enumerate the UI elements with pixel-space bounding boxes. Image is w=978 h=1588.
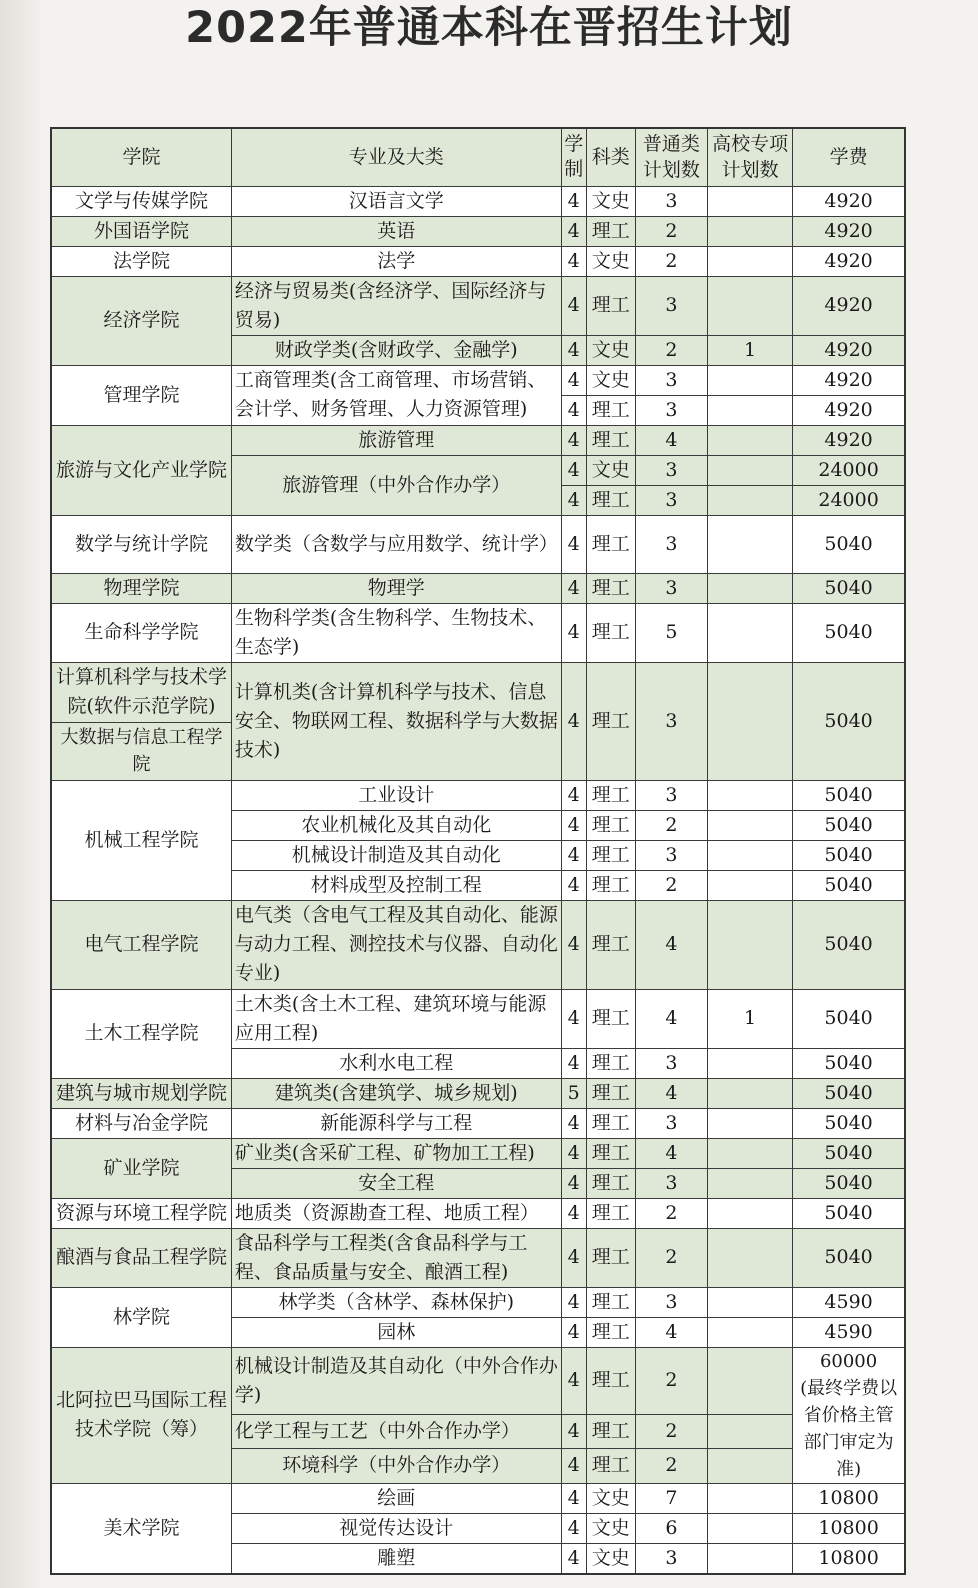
subject-cell: 理工 [586, 515, 635, 573]
fee-cell: 5040 [793, 662, 905, 780]
special-cell [708, 840, 793, 870]
plan-cell: 2 [635, 810, 707, 840]
plan-cell: 3 [635, 276, 707, 335]
years-cell: 4 [561, 1168, 586, 1198]
plan-cell: 3 [635, 1287, 707, 1317]
table-row [51, 515, 905, 573]
subject-cell: 理工 [586, 1347, 635, 1414]
fee-cell: 4920 [793, 395, 905, 425]
fee-cell: 5040 [793, 989, 905, 1048]
subject-cell: 理工 [586, 395, 635, 425]
fee-cell: 5040 [793, 1048, 905, 1078]
subject-cell: 理工 [586, 485, 635, 515]
plan-cell: 3 [635, 515, 707, 573]
subject-cell: 理工 [586, 1449, 635, 1483]
years-cell: 4 [561, 1198, 586, 1228]
college-cell: 旅游与文化产业学院 [51, 425, 231, 515]
subject-cell: 理工 [586, 1138, 635, 1168]
subject-cell: 文史 [586, 335, 635, 365]
special-cell [708, 1108, 793, 1138]
plan-cell: 3 [635, 662, 707, 780]
subject-cell: 理工 [586, 1228, 635, 1287]
special-cell [708, 1317, 793, 1347]
college-cell: 管理学院 [51, 365, 231, 425]
years-cell: 4 [561, 1543, 586, 1574]
fee-cell: 5040 [793, 870, 905, 900]
college-cell: 外国语学院 [51, 216, 231, 246]
plan-cell: 4 [635, 1138, 707, 1168]
subject-cell: 理工 [586, 1287, 635, 1317]
major-cell: 雕塑 [231, 1543, 561, 1574]
fee-cell: 60000 (最终学费以省价格主管部门审定为准) [793, 1347, 905, 1483]
fee-cell: 4920 [793, 365, 905, 395]
subject-cell: 理工 [586, 1317, 635, 1347]
college-cell: 建筑与城市规划学院 [51, 1078, 231, 1108]
plan-cell: 2 [635, 1347, 707, 1414]
plan-cell: 6 [635, 1513, 707, 1543]
table-row [51, 1138, 905, 1168]
fee-cell: 5040 [793, 1138, 905, 1168]
special-cell [708, 603, 793, 662]
special-cell [708, 1543, 793, 1574]
fee-cell: 24000 [793, 455, 905, 485]
major-cell: 法学 [231, 246, 561, 276]
plan-cell: 3 [635, 365, 707, 395]
years-cell: 5 [561, 1078, 586, 1108]
years-cell: 4 [561, 276, 586, 335]
fee-cell: 5040 [793, 1168, 905, 1198]
subject-cell: 理工 [586, 1168, 635, 1198]
header-general-plan: 普通类 计划数 [635, 128, 707, 186]
fee-cell: 4590 [793, 1287, 905, 1317]
years-cell: 4 [561, 365, 586, 395]
college-cell: 美术学院 [51, 1483, 231, 1574]
major-cell: 新能源科学与工程 [231, 1108, 561, 1138]
college-cell: 计算机科学与技术学院(软件示范学院) [51, 662, 231, 722]
special-cell [708, 515, 793, 573]
table-row [51, 246, 905, 276]
special-cell [708, 1228, 793, 1287]
subject-cell: 理工 [586, 900, 635, 989]
subject-cell: 理工 [586, 1048, 635, 1078]
special-cell [708, 276, 793, 335]
subject-cell: 理工 [586, 1198, 635, 1228]
header-special-plan: 高校专项 计划数 [708, 128, 793, 186]
fee-cell: 4920 [793, 246, 905, 276]
plan-cell: 3 [635, 1168, 707, 1198]
table-row [51, 989, 905, 1048]
major-cell: 工业设计 [231, 780, 561, 810]
major-cell: 林学类（含林学、森林保护) [231, 1287, 561, 1317]
fee-cell: 4920 [793, 335, 905, 365]
college-cell: 文学与传媒学院 [51, 186, 231, 216]
plan-cell: 2 [635, 870, 707, 900]
plan-cell: 3 [635, 1108, 707, 1138]
major-cell: 化学工程与工艺（中外合作办学） [231, 1414, 561, 1448]
special-cell [708, 900, 793, 989]
special-cell [708, 485, 793, 515]
major-cell: 土木类(含土木工程、建筑环境与能源应用工程) [231, 989, 561, 1048]
college-cell: 大数据与信息工程学院 [51, 722, 231, 780]
plan-cell: 4 [635, 425, 707, 455]
plan-cell: 2 [635, 1449, 707, 1483]
fee-cell: 5040 [793, 573, 905, 603]
table-row [51, 425, 905, 455]
table-row [51, 1078, 905, 1108]
college-cell: 材料与冶金学院 [51, 1108, 231, 1138]
fee-cell: 5040 [793, 900, 905, 989]
years-cell: 4 [561, 780, 586, 810]
major-cell: 经济与贸易类(含经济学、国际经济与贸易) [231, 276, 561, 335]
major-cell: 旅游管理（中外合作办学） [231, 455, 561, 515]
table-row [51, 365, 905, 395]
years-cell: 4 [561, 1513, 586, 1543]
major-cell: 农业机械化及其自动化 [231, 810, 561, 840]
table-row [51, 186, 905, 216]
special-cell [708, 780, 793, 810]
years-cell: 4 [561, 1414, 586, 1448]
plan-cell: 3 [635, 455, 707, 485]
plan-cell: 3 [635, 1048, 707, 1078]
fee-cell: 4920 [793, 186, 905, 216]
college-cell: 机械工程学院 [51, 780, 231, 900]
major-cell: 机械设计制造及其自动化（中外合作办学) [231, 1347, 561, 1414]
fee-cell: 10800 [793, 1483, 905, 1513]
special-cell: 1 [708, 335, 793, 365]
major-cell: 汉语言文学 [231, 186, 561, 216]
special-cell [708, 1168, 793, 1198]
table-row [51, 276, 905, 335]
years-cell: 4 [561, 1317, 586, 1347]
header-fee: 学费 [793, 128, 905, 186]
subject-cell: 理工 [586, 425, 635, 455]
years-cell: 4 [561, 1347, 586, 1414]
special-cell [708, 1347, 793, 1414]
college-cell: 资源与环境工程学院 [51, 1198, 231, 1228]
plan-cell: 4 [635, 989, 707, 1048]
years-cell: 4 [561, 840, 586, 870]
fee-cell: 5040 [793, 1108, 905, 1138]
plan-cell: 3 [635, 186, 707, 216]
years-cell: 4 [561, 246, 586, 276]
plan-cell: 2 [635, 1414, 707, 1448]
fee-cell: 10800 [793, 1543, 905, 1574]
fee-cell: 5040 [793, 780, 905, 810]
major-cell: 矿业类(含采矿工程、矿物加工工程) [231, 1138, 561, 1168]
college-cell: 法学院 [51, 246, 231, 276]
special-cell [708, 1287, 793, 1317]
special-cell [708, 1198, 793, 1228]
years-cell: 4 [561, 1287, 586, 1317]
header-subject: 科类 [586, 128, 635, 186]
college-cell: 生命科学学院 [51, 603, 231, 662]
fee-cell: 10800 [793, 1513, 905, 1543]
college-cell: 物理学院 [51, 573, 231, 603]
subject-cell: 理工 [586, 276, 635, 335]
plan-cell: 4 [635, 900, 707, 989]
table-row [51, 216, 905, 246]
college-cell: 土木工程学院 [51, 989, 231, 1078]
table-row [51, 573, 905, 603]
years-cell: 4 [561, 216, 586, 246]
header-row [51, 128, 905, 186]
years-cell: 4 [561, 900, 586, 989]
fee-cell: 5040 [793, 1198, 905, 1228]
special-cell [708, 1138, 793, 1168]
subject-cell: 理工 [586, 810, 635, 840]
college-cell: 林学院 [51, 1287, 231, 1347]
major-cell: 财政学类(含财政学、金融学) [231, 335, 561, 365]
plan-cell: 3 [635, 485, 707, 515]
table-row [51, 1108, 905, 1138]
special-cell [708, 810, 793, 840]
fee-cell: 4920 [793, 216, 905, 246]
subject-cell: 文史 [586, 1543, 635, 1574]
college-cell: 酿酒与食品工程学院 [51, 1228, 231, 1287]
special-cell [708, 216, 793, 246]
special-cell [708, 395, 793, 425]
plan-cell: 5 [635, 603, 707, 662]
subject-cell: 理工 [586, 840, 635, 870]
special-cell [708, 573, 793, 603]
plan-cell: 3 [635, 1543, 707, 1574]
plan-cell: 2 [635, 246, 707, 276]
years-cell: 4 [561, 335, 586, 365]
special-cell [708, 1414, 793, 1448]
special-cell [708, 455, 793, 485]
plan-cell: 4 [635, 1317, 707, 1347]
years-cell: 4 [561, 573, 586, 603]
years-cell: 4 [561, 870, 586, 900]
fee-cell: 5040 [793, 1228, 905, 1287]
major-cell: 计算机类(含计算机科学与技术、信息安全、物联网工程、数据科学与大数据技术) [231, 662, 561, 780]
major-cell: 食品科学与工程类(含食品科学与工程、食品质量与安全、酿酒工程) [231, 1228, 561, 1287]
years-cell: 4 [561, 485, 586, 515]
fee-cell: 24000 [793, 485, 905, 515]
fee-cell: 5040 [793, 810, 905, 840]
special-cell [708, 365, 793, 395]
college-cell: 电气工程学院 [51, 900, 231, 989]
subject-cell: 文史 [586, 186, 635, 216]
plan-cell: 7 [635, 1483, 707, 1513]
header-college: 学院 [51, 128, 231, 186]
plan-cell: 2 [635, 1198, 707, 1228]
subject-cell: 文史 [586, 246, 635, 276]
years-cell: 4 [561, 425, 586, 455]
years-cell: 4 [561, 989, 586, 1048]
subject-cell: 理工 [586, 1108, 635, 1138]
subject-cell: 理工 [586, 989, 635, 1048]
years-cell: 4 [561, 1138, 586, 1168]
fee-cell: 5040 [793, 515, 905, 573]
page-title: 2022年普通本科在晋招生计划 [185, 3, 793, 53]
table-row [51, 1483, 905, 1513]
subject-cell: 文史 [586, 1483, 635, 1513]
subject-cell: 理工 [586, 1414, 635, 1448]
college-cell: 矿业学院 [51, 1138, 231, 1198]
special-cell [708, 1483, 793, 1513]
plan-cell: 2 [635, 1228, 707, 1287]
special-cell [708, 246, 793, 276]
table-row [51, 900, 905, 989]
table-row [51, 1198, 905, 1228]
years-cell: 4 [561, 662, 586, 780]
table-row [51, 1228, 905, 1287]
major-cell: 水利水电工程 [231, 1048, 561, 1078]
major-cell: 园林 [231, 1317, 561, 1347]
special-cell [708, 186, 793, 216]
major-cell: 生物科学类(含生物科学、生物技术、生态学) [231, 603, 561, 662]
plan-cell: 3 [635, 840, 707, 870]
subject-cell: 理工 [586, 1078, 635, 1108]
years-cell: 4 [561, 1228, 586, 1287]
major-cell: 材料成型及控制工程 [231, 870, 561, 900]
years-cell: 4 [561, 603, 586, 662]
subject-cell: 理工 [586, 780, 635, 810]
major-cell: 环境科学（中外合作办学） [231, 1449, 561, 1483]
fee-cell: 5040 [793, 840, 905, 870]
major-cell: 数学类（含数学与应用数学、统计学） [231, 515, 561, 573]
major-cell: 旅游管理 [231, 425, 561, 455]
plan-cell: 2 [635, 216, 707, 246]
plan-cell: 3 [635, 780, 707, 810]
subject-cell: 理工 [586, 603, 635, 662]
fee-cell: 5040 [793, 1078, 905, 1108]
years-cell: 4 [561, 455, 586, 485]
college-cell: 经济学院 [51, 276, 231, 365]
major-cell: 机械设计制造及其自动化 [231, 840, 561, 870]
major-cell: 安全工程 [231, 1168, 561, 1198]
major-cell: 英语 [231, 216, 561, 246]
fee-cell: 4920 [793, 276, 905, 335]
major-cell: 电气类（含电气工程及其自动化、能源与动力工程、测控技术与仪器、自动化专业) [231, 900, 561, 989]
table-row [51, 780, 905, 810]
subject-cell: 理工 [586, 573, 635, 603]
table-row [51, 603, 905, 662]
years-cell: 4 [561, 810, 586, 840]
years-cell: 4 [561, 1449, 586, 1483]
subject-cell: 理工 [586, 216, 635, 246]
subject-cell: 文史 [586, 455, 635, 485]
header-years: 学 制 [561, 128, 586, 186]
major-cell: 工商管理类(含工商管理、市场营销、会计学、财务管理、人力资源管理) [231, 365, 561, 425]
years-cell: 4 [561, 1048, 586, 1078]
admission-plan-table [50, 127, 906, 1575]
years-cell: 4 [561, 1483, 586, 1513]
fee-cell: 5040 [793, 603, 905, 662]
page-edge [0, 0, 40, 1588]
major-cell: 地质类（资源勘查工程、地质工程） [231, 1198, 561, 1228]
subject-cell: 文史 [586, 1513, 635, 1543]
plan-cell: 3 [635, 573, 707, 603]
years-cell: 4 [561, 1108, 586, 1138]
major-cell: 视觉传达设计 [231, 1513, 561, 1543]
years-cell: 4 [561, 515, 586, 573]
major-cell: 物理学 [231, 573, 561, 603]
special-cell: 1 [708, 989, 793, 1048]
subject-cell: 理工 [586, 662, 635, 780]
major-cell: 建筑类(含建筑学、城乡规划) [231, 1078, 561, 1108]
special-cell [708, 1513, 793, 1543]
plan-cell: 3 [635, 395, 707, 425]
years-cell: 4 [561, 395, 586, 425]
subject-cell: 文史 [586, 365, 635, 395]
college-cell: 北阿拉巴马国际工程技术学院（筹） [51, 1347, 231, 1483]
subject-cell: 理工 [586, 870, 635, 900]
major-cell: 绘画 [231, 1483, 561, 1513]
plan-cell: 2 [635, 335, 707, 365]
college-cell: 数学与统计学院 [51, 515, 231, 573]
years-cell: 4 [561, 186, 586, 216]
special-cell [708, 1048, 793, 1078]
special-cell [708, 870, 793, 900]
plan-cell: 4 [635, 1078, 707, 1108]
header-major: 专业及大类 [231, 128, 561, 186]
table-row [51, 662, 905, 722]
special-cell [708, 662, 793, 780]
table-row [51, 1347, 905, 1414]
special-cell [708, 1078, 793, 1108]
special-cell [708, 425, 793, 455]
fee-cell: 4920 [793, 425, 905, 455]
table-row [51, 1287, 905, 1317]
special-cell [708, 1449, 793, 1483]
fee-cell: 4590 [793, 1317, 905, 1347]
